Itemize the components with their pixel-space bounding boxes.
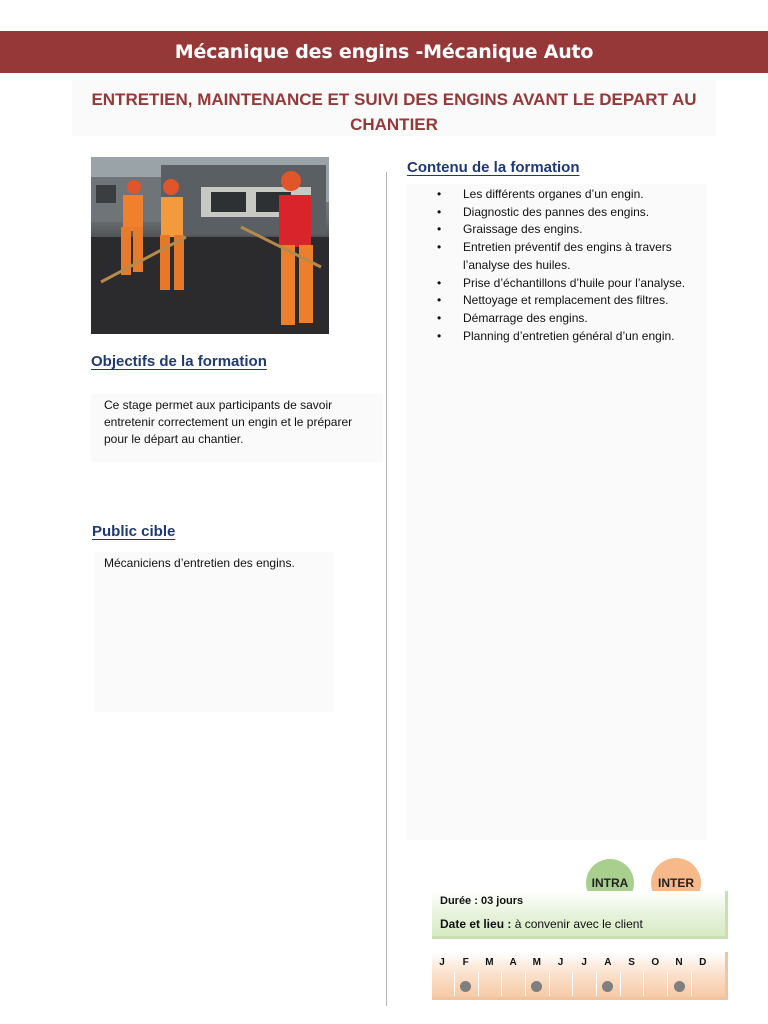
month-separator: [525, 972, 526, 996]
month-label: A: [604, 957, 612, 968]
months-calendar: [432, 952, 728, 1000]
month-label: O: [651, 957, 660, 968]
duration-value: 03 jours: [480, 895, 524, 907]
banner-title: Mécanique des engins -Mécanique Auto: [0, 31, 768, 73]
month-separator: [501, 972, 502, 996]
page-subtitle: ENTRETIEN, MAINTENANCE ET SUIVI DES ENGINS AVANT LE DEPART AU CHANTIER: [91, 90, 697, 134]
duration-line: [440, 895, 523, 907]
month-separator: [572, 972, 573, 996]
month-label: J: [581, 957, 587, 968]
audience-heading: Public cible: [92, 523, 176, 540]
month-label: D: [699, 957, 707, 968]
date-value: à convenir avec le client: [514, 917, 643, 931]
month-separator: [667, 972, 668, 996]
month-label: J: [557, 957, 564, 968]
month-separator: [620, 972, 621, 996]
session-dot: [602, 981, 613, 992]
column-divider: [386, 172, 387, 1006]
list-item: • Les différents organes d’un engin.: [437, 186, 707, 204]
audience-text: Mécaniciens d’entretien des engins.: [104, 556, 295, 570]
list-item: • Diagnostic des pannes des engins.: [437, 204, 707, 222]
date-label: Date et lieu :: [440, 917, 512, 931]
duration-label: Durée :: [440, 895, 478, 907]
month-separator: [596, 972, 597, 996]
list-item: • Démarrage des engins.: [437, 310, 707, 328]
month-separator: [549, 972, 550, 996]
session-dot: [460, 981, 471, 992]
month-separator: [643, 972, 644, 996]
month-label: M: [485, 957, 494, 968]
inter-badge: INTER: [651, 858, 701, 908]
month-separator: [454, 972, 455, 996]
workers-photo: [91, 157, 329, 334]
list-item: • Prise d’échantillons d’huile pour l’analyse.: [437, 275, 707, 293]
month-label: J: [439, 957, 445, 968]
objectives-heading: Objectifs de la formation: [91, 353, 267, 370]
content-list: [437, 186, 707, 345]
content-heading: Contenu de la formation: [407, 159, 580, 176]
session-dot: [531, 981, 542, 992]
list-item: • Graissage des engins.: [437, 221, 707, 239]
list-item: • Planning d’entretien général d’un engin.: [437, 328, 707, 346]
month-separator: [478, 972, 479, 996]
month-label: N: [675, 957, 683, 968]
intra-badge: INTRA: [586, 859, 634, 907]
audience-box: [95, 552, 333, 712]
month-label: S: [628, 957, 635, 968]
month-separator: [691, 972, 692, 996]
date-line: [440, 917, 643, 931]
list-item: • Entretien préventif des engins à travers l’analyse des huiles.: [437, 239, 707, 274]
details-box: [432, 891, 728, 939]
month-label: F: [462, 957, 469, 968]
session-dot: [674, 981, 685, 992]
month-label: A: [509, 957, 517, 968]
month-label: M: [532, 957, 541, 968]
list-item: • Nettoyage et remplacement des filtres.: [437, 292, 707, 310]
objectives-text: Ce stage permet aux participants de savoir entretenir correctement un engin et le préparer pour le départ au chantier.: [104, 398, 353, 446]
